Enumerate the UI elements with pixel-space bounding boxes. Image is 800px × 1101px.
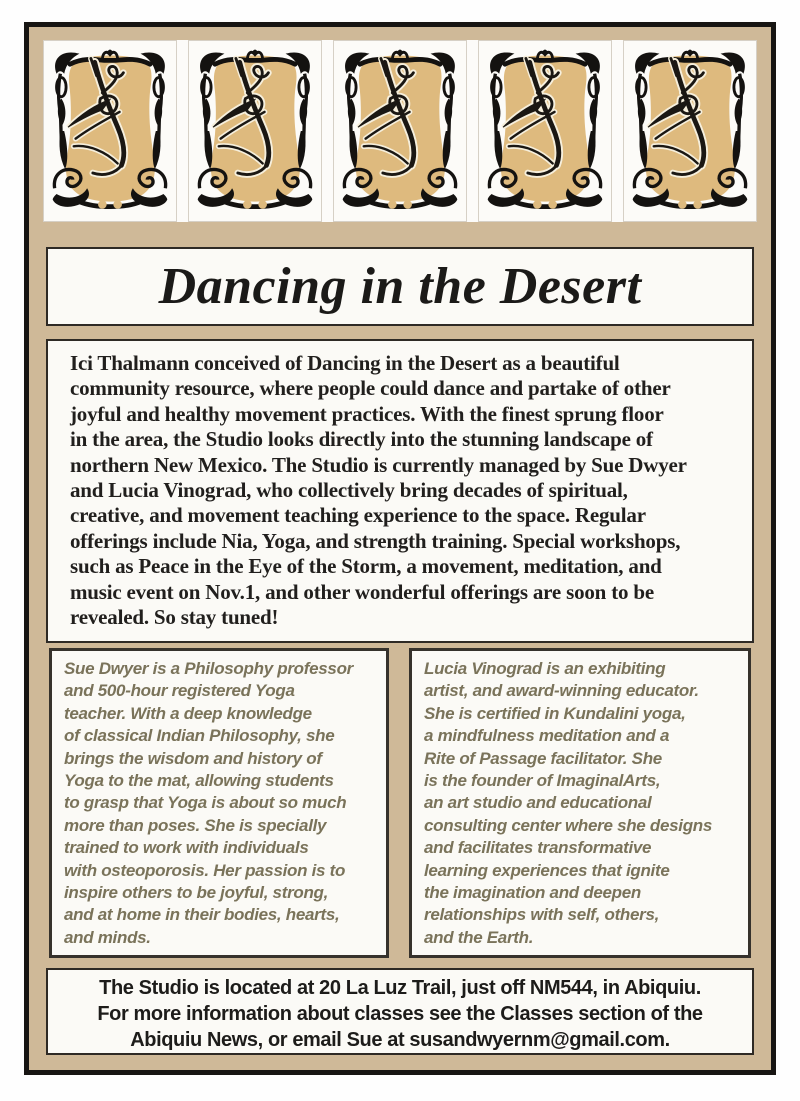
- bio-line: Sue Dwyer is a Philosophy professor: [64, 659, 353, 678]
- bio-line: more than poses. She is specially: [64, 815, 327, 835]
- bio-columns: [46, 648, 754, 958]
- footer-text: [48, 975, 752, 1053]
- art-nouveau-dancer-icon: [627, 44, 753, 218]
- intro-line: community resource, where people could dance and partake of other: [70, 376, 671, 401]
- dancer-ornament-tile: [333, 40, 467, 222]
- intro-text: [70, 351, 732, 630]
- art-nouveau-dancer-icon: [482, 44, 608, 218]
- art-nouveau-dancer-icon: [192, 44, 318, 218]
- bio-line: brings the wisdom and history of: [64, 748, 322, 768]
- bio-line: learning experiences that ignite: [424, 860, 670, 880]
- intro-section: [46, 339, 754, 643]
- intro-line: northern New Mexico. The Studio is currently managed by Sue Dwyer: [70, 452, 687, 477]
- bio-line: with osteoporosis. Her passion is to: [64, 860, 346, 880]
- intro-line: revealed. So stay tuned!: [70, 605, 279, 630]
- bio-line: an art studio and educational: [424, 793, 652, 813]
- bio-line: and facilitates transformative: [424, 838, 652, 858]
- dancer-ornament-tile: [478, 40, 612, 222]
- bio-line: trained to work with individuals: [64, 838, 309, 858]
- bio-lucia-vinograd: [409, 648, 751, 958]
- footer-line: The Studio is located at 20 La Luz Trail, just off NM544, in Abiquiu.: [99, 977, 701, 999]
- intro-line: creative, and movement teaching experience to the space. Regular: [70, 503, 646, 528]
- bio-line: is the founder of ImaginalArts,: [424, 771, 661, 791]
- art-nouveau-dancer-icon: [47, 44, 173, 218]
- bio-line: and the Earth.: [424, 927, 534, 947]
- dancer-ornament-tile: [188, 40, 322, 222]
- bio-line: and minds.: [64, 927, 151, 947]
- bio-line: the imagination and deepen: [424, 883, 642, 903]
- bio-line: and 500-hour registered Yoga: [64, 681, 295, 701]
- bio-line: Rite of Passage facilitator. She: [424, 748, 662, 768]
- bio-line: teacher. With a deep knowledge: [64, 703, 312, 723]
- footer-line: For more information about classes see the Classes section of the: [97, 1003, 703, 1025]
- bio-line: to grasp that Yoga is about so much: [64, 793, 347, 813]
- flyer-mat: [24, 22, 776, 1075]
- dancer-ornament-tile: [623, 40, 757, 222]
- bio-line: She is certified in Kundalini yoga,: [424, 703, 686, 723]
- page-title: Dancing in the Desert: [158, 258, 642, 315]
- bio-sue-text: [64, 658, 376, 949]
- bio-lucia-text: [424, 658, 738, 949]
- footer-line: Abiquiu News, or email Sue at susandwyernm@gmail.com.: [130, 1029, 670, 1051]
- intro-line: Ici Thalmann conceived of Dancing in the Desert as a beautiful: [70, 351, 620, 375]
- footer-section: [46, 968, 754, 1055]
- intro-line: joyful and healthy movement practices. With the finest sprung floor: [70, 401, 664, 426]
- bio-line: inspire others to be joyful, strong,: [64, 883, 329, 903]
- bio-line: a mindfulness meditation and a: [424, 726, 670, 746]
- art-nouveau-dancer-icon: [337, 44, 463, 218]
- ornament-strip: [43, 40, 757, 222]
- bio-line: Yoga to the mat, allowing students: [64, 771, 334, 791]
- intro-line: offerings include Nia, Yoga, and strength training. Special workshops,: [70, 528, 681, 553]
- title-banner: [46, 247, 754, 326]
- intro-line: in the area, the Studio looks directly into the stunning landscape of: [70, 427, 653, 452]
- intro-line: and Lucia Vinograd, who collectively bring decades of spiritual,: [70, 478, 628, 503]
- dancer-ornament-tile: [43, 40, 177, 222]
- intro-line: such as Peace in the Eye of the Storm, a movement, meditation, and: [70, 554, 662, 579]
- bio-line: Lucia Vinograd is an exhibiting: [424, 659, 666, 678]
- bio-line: consulting center where she designs: [424, 815, 713, 835]
- bio-line: and at home in their bodies, hearts,: [64, 905, 340, 925]
- bio-line: relationships with self, others,: [424, 905, 660, 925]
- bio-line: artist, and award-winning educator.: [424, 681, 699, 701]
- bio-line: of classical Indian Philosophy, she: [64, 726, 335, 746]
- bio-sue-dwyer: [49, 648, 389, 958]
- intro-line: music event on Nov.1, and other wonderful offerings are soon to be: [70, 579, 654, 604]
